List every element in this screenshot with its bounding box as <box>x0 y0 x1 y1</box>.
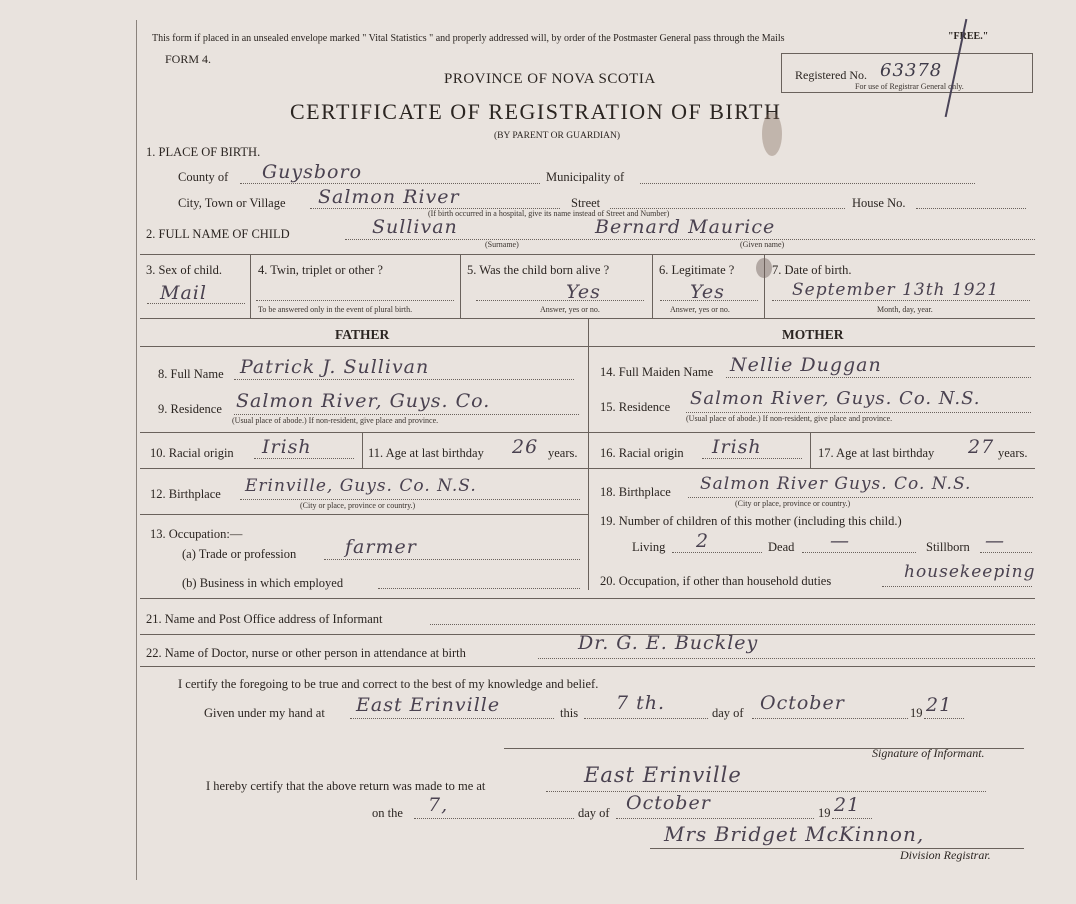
living-label: Living <box>632 540 666 554</box>
informant-line <box>430 624 1035 625</box>
father-row10-bottom <box>140 468 588 469</box>
mother-residence-label: 15. Residence <box>600 400 671 414</box>
parents-divider <box>588 318 589 590</box>
city-value: Salmon River <box>318 186 460 208</box>
father-age: 26 <box>512 436 539 458</box>
division-registrar-label: Division Registrar. <box>900 848 991 862</box>
sex-value: Mail <box>160 282 207 304</box>
on-the-label: on the <box>372 806 403 820</box>
parents-bottom-border <box>140 598 1035 599</box>
given-day: 7 th. <box>616 692 666 714</box>
year-prefix: 19 <box>910 706 923 720</box>
date-of-birth-label: 7. Date of birth. <box>772 263 852 277</box>
mother-age-label: 17. Age at last birthday <box>818 446 935 460</box>
living-value: 2 <box>696 530 710 552</box>
mother-name-line <box>726 377 1031 378</box>
father-years: years. <box>548 446 578 460</box>
father-name-line <box>234 379 574 380</box>
return-year-prefix: 19 <box>818 806 831 820</box>
father-row10-divider <box>362 432 363 468</box>
father-residence: Salmon River, Guys. Co. <box>236 390 491 412</box>
mother-name-label: 14. Full Maiden Name <box>600 365 714 379</box>
mother-children-label: 19. Number of children of this mother (including this child.) <box>600 514 902 528</box>
mother-years: years. <box>998 446 1028 460</box>
given-month-line <box>752 718 908 719</box>
mother-occupation-line <box>882 586 1032 587</box>
form-number: FORM 4. <box>165 52 212 66</box>
return-place: East Erinville <box>584 763 742 787</box>
mother-row16-divider <box>810 432 811 468</box>
mother-residence-line <box>686 412 1031 413</box>
return-day-line <box>414 818 574 819</box>
given-place-line <box>350 718 554 719</box>
row3-top-border <box>140 254 1035 255</box>
father-birthplace: Erinville, Guys. Co. N.S. <box>245 476 477 496</box>
stillborn-label: Stillborn <box>926 540 970 554</box>
mother-residence: Salmon River, Guys. Co. N.S. <box>690 388 981 409</box>
father-residence-caption: (Usual place of abode.) If non-resident, give place and province. <box>232 416 439 425</box>
father-racial: Irish <box>262 436 312 458</box>
return-day: 7, <box>428 794 449 816</box>
mother-heading: MOTHER <box>782 327 844 342</box>
given-caption: (Given name) <box>740 240 785 249</box>
twin-note: To be answered only in the event of plural birth. <box>258 305 413 314</box>
mother-row16-bottom <box>588 468 1035 469</box>
registrar-note: For use of Registrar General only. <box>855 82 964 91</box>
return-place-line <box>546 791 986 792</box>
child-surname: Sullivan <box>372 216 458 238</box>
mother-age: 27 <box>968 436 995 458</box>
father-name: Patrick J. Sullivan <box>240 356 430 378</box>
stillborn-value: — <box>985 530 1005 552</box>
given-year: 21 <box>926 694 953 716</box>
mother-racial: Irish <box>712 436 762 458</box>
given-place: East Erinville <box>356 694 501 716</box>
father-racial-label: 10. Racial origin <box>150 446 234 460</box>
stain-top <box>762 112 782 156</box>
municipality-label: Municipality of <box>546 170 625 184</box>
province-heading: PROVINCE OF NOVA SCOTIA <box>444 71 656 87</box>
certify-text: I certify the foregoing to be true and correct to the best of my knowledge and belief. <box>178 677 599 691</box>
informant-label: 21. Name and Post Office address of Informant <box>146 612 383 626</box>
mother-occupation-label: 20. Occupation, if other than household duties <box>600 574 832 588</box>
row3-divider-1 <box>250 254 251 318</box>
father-racial-line <box>254 458 354 459</box>
dead-label: Dead <box>768 540 795 554</box>
postal-note: This form if placed in an unsealed envelope marked " Vital Statistics " and properly addressed will, by order of the Postmaster General pass through the Mails <box>152 33 785 44</box>
father-occupation-label: 13. Occupation:— <box>150 527 243 541</box>
child-name-line <box>345 239 1035 240</box>
date-of-birth-value: September 13th 1921 <box>792 280 1000 300</box>
father-business-line <box>378 588 580 589</box>
dead-line <box>802 552 916 553</box>
child-given-name: Bernard Maurice <box>595 216 776 238</box>
registrar-signature: Mrs Bridget McKinnon, <box>664 822 925 846</box>
father-trade: farmer <box>345 536 417 558</box>
doctor-line <box>538 658 1035 659</box>
county-label: County of <box>178 170 229 184</box>
father-residence-label: 9. Residence <box>158 402 222 416</box>
legit-caption: Answer, yes or no. <box>670 305 730 314</box>
father-trade-label: (a) Trade or profession <box>182 547 297 561</box>
given-month: October <box>760 692 845 714</box>
alive-label: 5. Was the child born alive ? <box>467 263 610 277</box>
mother-birthplace-label: 18. Birthplace <box>600 485 671 499</box>
day-of-label: day of <box>712 706 744 720</box>
mother-occupation: housekeeping <box>904 562 1036 582</box>
stillborn-line <box>980 552 1032 553</box>
living-line <box>672 552 762 553</box>
house-no-label: House No. <box>852 196 906 210</box>
twin-label: 4. Twin, triplet or other ? <box>258 263 383 277</box>
surname-caption: (Surname) <box>485 240 519 249</box>
binding-margin-line <box>136 20 137 880</box>
dead-value: — <box>830 530 850 552</box>
father-heading: FATHER <box>335 327 390 342</box>
city-label: City, Town or Village <box>178 196 286 210</box>
father-name-label: 8. Full Name <box>158 367 224 381</box>
certificate-title: CERTIFICATE OF REGISTRATION OF BIRTH <box>290 99 782 124</box>
row22-bottom <box>140 666 1035 667</box>
mother-birthplace-caption: (City or place, province or country.) <box>735 499 851 508</box>
county-line <box>240 183 540 184</box>
twin-line <box>256 300 454 301</box>
father-business-label: (b) Business in which employed <box>182 576 344 590</box>
return-year-line <box>832 818 872 819</box>
return-month-line <box>616 818 814 819</box>
return-year: 21 <box>834 794 861 816</box>
father-trade-line <box>324 559 580 560</box>
legitimate-label: 6. Legitimate ? <box>659 263 735 277</box>
alive-value: Yes <box>566 281 601 303</box>
mother-racial-label: 16. Racial origin <box>600 446 684 460</box>
place-of-birth-label: 1. PLACE OF BIRTH. <box>146 145 261 159</box>
father-age-label: 11. Age at last birthday <box>368 446 484 460</box>
registered-number: 63378 <box>880 60 943 81</box>
father-birthplace-caption: (City or place, province or country.) <box>300 501 416 510</box>
father-birthplace-label: 12. Birthplace <box>150 487 221 501</box>
alive-line <box>476 300 644 301</box>
parents-heading-line <box>140 346 1035 347</box>
doctor-label: 22. Name of Doctor, nurse or other person in attendance at birth <box>146 646 466 660</box>
child-name-label: 2. FULL NAME OF CHILD <box>146 227 290 241</box>
mother-row16-top <box>588 432 1035 433</box>
registered-label: Registered No. <box>795 68 867 82</box>
given-day-line <box>584 718 708 719</box>
row3-divider-3 <box>652 254 653 318</box>
father-residence-line <box>234 414 579 415</box>
father-occ-top <box>140 514 588 515</box>
return-month: October <box>626 792 711 814</box>
street-label: Street <box>571 196 601 210</box>
this-label: this <box>560 706 579 720</box>
hospital-note: (If birth occurred in a hospital, give its name instead of Street and Number) <box>428 209 670 218</box>
mother-name: Nellie Duggan <box>730 354 882 376</box>
mother-birthplace-line <box>688 497 1033 498</box>
row3-divider-2 <box>460 254 461 318</box>
father-birthplace-line <box>240 499 580 500</box>
free-mark: "FREE." <box>948 31 989 42</box>
date-caption: Month, day, year. <box>877 305 933 314</box>
mother-birthplace: Salmon River Guys. Co. N.S. <box>700 474 972 494</box>
given-year-line <box>924 718 964 719</box>
municipality-line <box>640 183 975 184</box>
given-under-label: Given under my hand at <box>204 706 325 720</box>
doctor-name: Dr. G. E. Buckley <box>578 632 759 654</box>
stain-legitimate <box>756 258 772 278</box>
certificate-subtitle: (BY PARENT OR GUARDIAN) <box>494 131 621 141</box>
legitimate-value: Yes <box>690 281 725 303</box>
date-line <box>772 300 1030 301</box>
father-row10-top <box>140 432 588 433</box>
signature-of-informant-label: Signature of Informant. <box>872 746 985 760</box>
house-line <box>916 208 1026 209</box>
return-text: I hereby certify that the above return was made to me at <box>206 779 486 793</box>
mother-racial-line <box>702 458 802 459</box>
return-day-of-label: day of <box>578 806 610 820</box>
mother-residence-caption: (Usual place of abode.) If non-resident, give place and province. <box>686 414 893 423</box>
sex-label: 3. Sex of child. <box>146 263 223 277</box>
alive-caption: Answer, yes or no. <box>540 305 600 314</box>
county-value: Guysboro <box>262 161 363 183</box>
